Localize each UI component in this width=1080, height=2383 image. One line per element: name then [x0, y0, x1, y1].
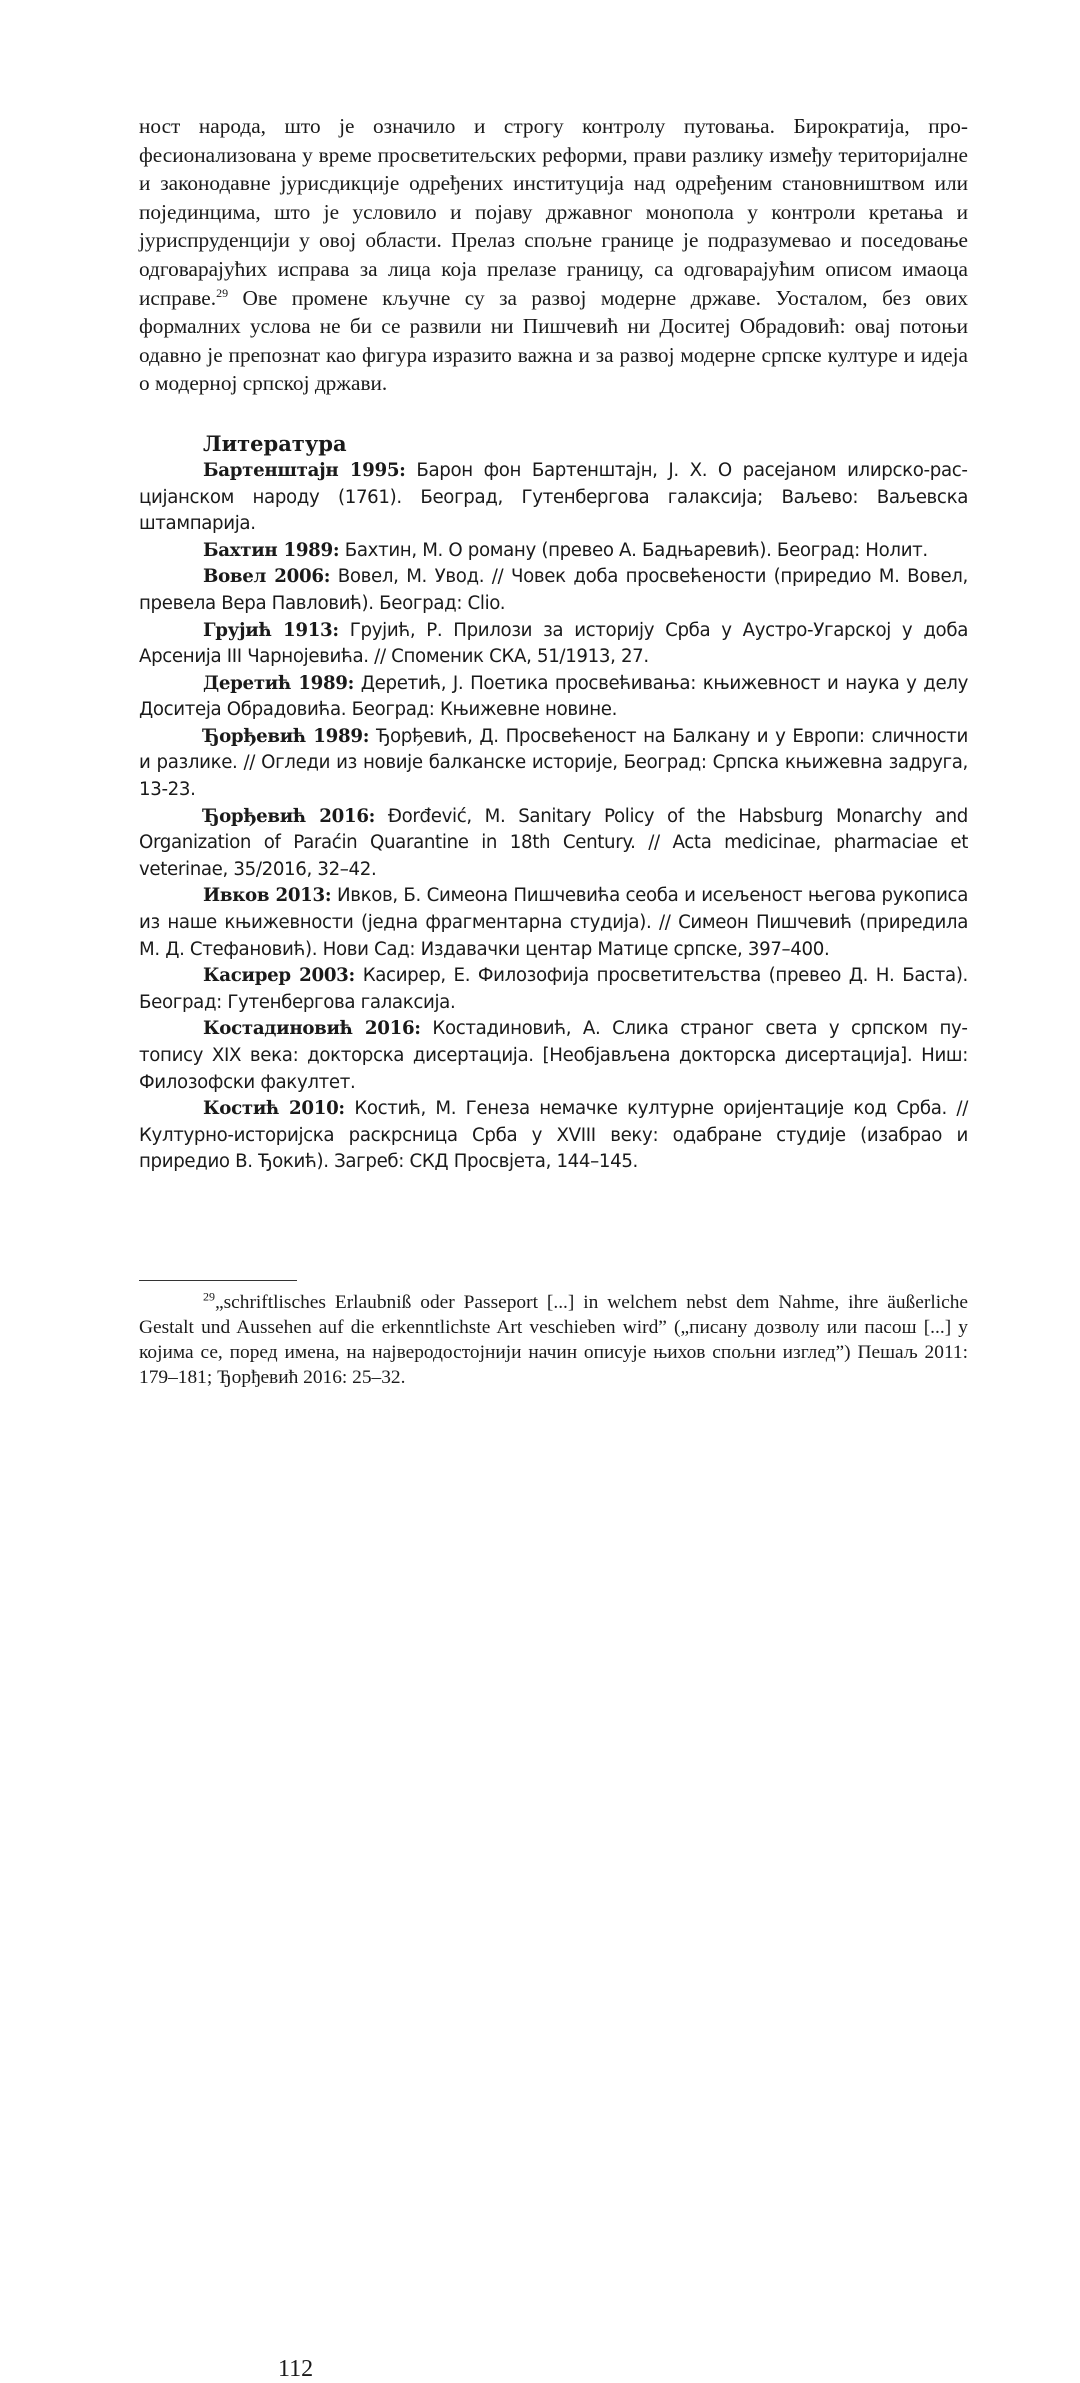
- reference-item: [139, 564, 968, 617]
- footnote-separator: [139, 1280, 297, 1281]
- reference-text: Касирер, Е. Филозофија просветитељства (превео Д. Н. Баста). Београд: Гутенбергова галаксија.: [139, 965, 968, 1013]
- footnote-reference[interactable]: 29: [216, 285, 229, 300]
- reference-text: Вовел, М. Увод. // Човек доба просвећености (приредио М. Вовел, превела Вера Павловић). Београд: Clio.: [139, 566, 968, 614]
- reference-item: [139, 1016, 968, 1096]
- reference-item: [139, 1096, 968, 1176]
- body-text-after-note: Ове промене кључне су за развој модерне државе. Уосталом, без ових формалних услова не би се развили ни Пишчевић ни Доситеј Обрадовић: овај потоњи одавно је препознат као фигура изразито важна и за развој модерне српске културе и идеја о модерној српској држави.: [139, 285, 968, 396]
- body-text-before-note: ност народа, што је означило и строгу контролу путовања. Бирократија, професионализована у време просветитељских реформи, прави разлику између територијалне и законодавне јурисдикције одређених институција над одређеним становништвом или појединцима, што је условило и појаву државног монопола у контроли кретања и јуриспруденцији у овој области. Прелаз спољне границе је подразумевао и поседовање одговарајућих исправа за лица која прелазе границу, са одговарајућим описом имаоца исправе.: [139, 114, 968, 310]
- reference-key: Ђорђевић 1989:: [203, 725, 370, 747]
- footnotes: [139, 1289, 968, 2382]
- reference-item: [139, 804, 968, 884]
- reference-key: Грујић 1913:: [203, 619, 339, 641]
- reference-item: [139, 458, 968, 538]
- page-number: 112: [278, 2356, 314, 2382]
- reference-key: Бартенштајн 1995:: [203, 459, 406, 481]
- reference-key: Костадиновић 2016:: [203, 1018, 421, 1040]
- reference-text: Деретић, Ј. Поетика просвећивања: књижевност и наука у делу Доситеја Обрадовића. Београд: Књижевне новине.: [139, 672, 968, 721]
- reference-item: [139, 538, 968, 565]
- footnote-number: 29: [203, 1289, 215, 1304]
- page-content: [139, 112, 968, 1176]
- reference-key: Ђорђевић 2016:: [203, 805, 376, 827]
- reference-list: [139, 458, 968, 1176]
- reference-item: [139, 618, 968, 671]
- footnote-text: „schriftlisches Erlaubniß oder Passeport [...] in welchem nebst dem Nahme, ihre äußerliche Gestalt und Aussehen auf die erkenntlichste Art veschieben wird” („писану дозволу или пасош [...] у којима се, поред имена, на најверодостојнији начин описује њихов спољни изглед”) Пешаљ 2011: 179–181; Ђорђевић 2016: 25–32.: [139, 1292, 968, 1388]
- reference-key: Касирер 2003:: [203, 965, 355, 987]
- reference-key: Вовел 2006:: [203, 566, 331, 588]
- reference-key: Ивков 2013:: [203, 885, 332, 907]
- reference-text: Ђорђевић, Д. Просвећеност на Балкану и у Европи: сличности и разлике. // Огледи из новије балканске историје, Београд: Српска књижевна задруга, 13-23.: [139, 725, 968, 801]
- reference-text: Грујић, Р. Прилози за историју Срба у Аустро-Угарској у доба Арсенија III Чарнојевића. // Споменик СКА, 51/1913, 27.: [139, 619, 968, 668]
- reference-text: Костић, М. Генеза немачке културне оријентације код Срба. // Културно-историјска раскрсница Срба у XVIII веку: одабране студије (изабрао и приредио В. Ђокић). Загреб: СКД Просвјета, 144–145.: [139, 1098, 968, 1173]
- reference-key: Бахтин 1989:: [203, 539, 340, 561]
- reference-key: Костић 2010:: [203, 1098, 345, 1120]
- reference-text: Барон фон Бартенштајн, Ј. Х. О расејаном илирско-расцијанском народу (1761). Београд, Гутенбергова галаксија; Ваљево: Ваљевска штампарија.: [139, 459, 968, 535]
- body-paragraph: [139, 112, 968, 398]
- reference-item: [139, 883, 968, 963]
- reference-text: Бахтин, М. О роману (превео А. Бадњаревић). Београд: Нолит.: [339, 539, 928, 561]
- reference-key: Деретић 1989:: [203, 672, 355, 694]
- footnote: [139, 1290, 968, 1390]
- reference-text: Ивков, Б. Симеона Пишчевића сеоба и исељеност његова рукописа из наше књижевности (једна фрагментарна студија). // Симеон Пишчевић (приредила М. Д. Стефановић). Нови Сад: Издавачки центар Матице српске, 397–400.: [139, 885, 969, 960]
- section-title: Литература: [203, 430, 347, 456]
- reference-text: Костадиновић, А. Слика страног света у српском путопису XIX века: докторска дисертација. [Необјављена докторска дисертација]. Ниш: Филозофски факултет.: [139, 1018, 968, 1093]
- reference-item: [139, 671, 968, 724]
- reference-item: [139, 724, 968, 804]
- reference-item: [139, 963, 968, 1016]
- reference-text: Đorđević, M. Sanitary Policy of the Habsburg Monarchy and Organization of Paraćin Quarantine in 18th Century. // Acta medicinae, pharmaciae et veterinae, 35/2016, 32–42.: [139, 805, 968, 880]
